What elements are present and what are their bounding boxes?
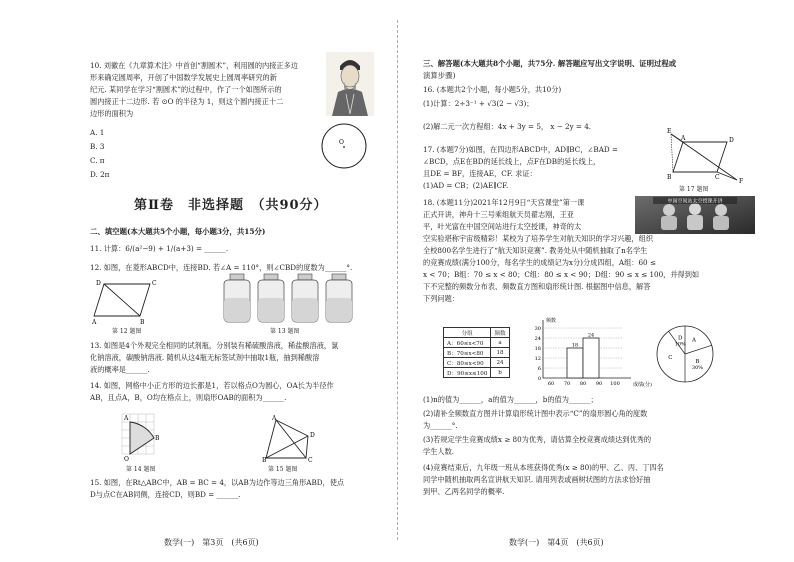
q18-line-3: 平，叶光富在中国空间站进行太空授课，神奇的太 [423, 222, 582, 231]
q17-label-b: B [667, 174, 672, 181]
q13-line-2: 化钠溶液，碳酸钠溶液. 随机从这4瓶无标签试剂中抽取1瓶，抽到稀酸溶 [90, 353, 320, 362]
x-tick-label: 70 [563, 381, 571, 387]
q10-option-d[interactable]: D. 2π [90, 170, 110, 179]
q18-part-4: (4)竞赛结束后，九年级一班从本班获得优秀(x ≥ 80)的甲、乙、丙、丁四名 [423, 463, 664, 472]
table-cell: 24 [491, 358, 509, 368]
q17-label-f: F [739, 178, 744, 185]
pie-value-label: 10% [674, 341, 686, 348]
q14-label-b: B [155, 435, 160, 442]
q12: 12. 如图，在菱形ABCD中，连接BD. 若∠A = 110°，则∠CBD的度数为______°. [90, 263, 353, 272]
q13-line-1: 13. 如图是4个外观完全相同的试剂瓶，分别装有稀硫酸溶液，稀盐酸溶液，氯 [90, 341, 339, 350]
pie-slice-label: B [695, 359, 700, 366]
pie-slice-label: A [692, 337, 697, 344]
fig13-caption: 第 13 题图 [270, 328, 300, 335]
q14-line-1: 14. 如图，网格中小正方形的边长都是1，若以格点O为圆心，OA长为半径作 [90, 381, 334, 390]
q17-label-c: C [715, 174, 720, 181]
q13-line-3: 液的概率是______. [90, 365, 150, 374]
q18-line-5: 全校800名学生进行了“航天知识竞赛”. 教务处从中随机抽取了n名学生 [423, 246, 648, 255]
q10-line-5: 边形的面积为 [90, 109, 134, 118]
q14-line-2: AB，且点A，B，O均在格点上，则扇形OAB的面积为______. [90, 393, 287, 402]
q15-line-1: 15. 如图，在Rt△ABC中，AB = BC = 4，以AB为边作等边三角形ABD，使点 [90, 478, 345, 487]
bar-value-label: 24 [587, 332, 595, 339]
q14-label-o: O [124, 456, 129, 463]
q12-label-b: B [140, 319, 145, 326]
y-tick-label: 30 [534, 326, 541, 332]
q18-part-1: (1)n的值为______，a的值为______，b的值为______； [423, 395, 598, 404]
x-axis-label: 成绩(分) [633, 382, 652, 388]
q15-triangle-figure [262, 416, 318, 462]
q17-label-d: D [729, 137, 734, 144]
q10-option-b[interactable]: B. 3 [90, 142, 105, 151]
liu-hui-portrait [326, 52, 374, 116]
fig15-caption: 第 15 题图 [268, 466, 298, 473]
table-row [444, 368, 510, 378]
frequency-table [443, 327, 510, 378]
right-footer: 数学(一) 第4页 (共6页) [509, 538, 604, 547]
q10-option-c[interactable]: C. π [90, 156, 105, 165]
q15-label-a: A [272, 415, 277, 422]
page-right [397, 0, 794, 562]
q17-label-a: A [681, 135, 686, 142]
q18-part-3: (3)若规定学生竞赛成绩x ≥ 80为优秀，请估算全校竞赛成绩达到优秀的 [423, 435, 652, 444]
q10-line-1: 10. 刘徽在《九章算术注》中首创“割圆术”，利用圆的内接正多边 [90, 61, 298, 70]
q11: 11. 计算：6/(a²−9) + 1/(a+3) = ______. [90, 244, 229, 253]
q17-line-3: 且DE = BF，连接AE，CF. 求证： [423, 169, 537, 178]
table-cell: a [491, 338, 509, 348]
q18-line-1: 18. (本题11分)2021年12月9日“天宫课堂”第一课 [423, 198, 585, 207]
q10-line-4: 圆内接正十二边形. 若 ⊙O 的半径为 1，则这个圆内接正十二 [90, 97, 284, 106]
q17-label-e: E [667, 128, 672, 135]
bar-value-label: 18 [571, 342, 579, 349]
y-tick-label: 18 [534, 346, 541, 352]
table-header-row [444, 328, 510, 338]
q12-label-d: D [96, 280, 101, 287]
x-tick-label: 60 [547, 381, 555, 387]
bottle-2 [258, 274, 284, 322]
table-row [444, 358, 510, 368]
bottle-1 [224, 274, 250, 322]
histogram-bar [567, 348, 583, 378]
pie-chart [653, 322, 717, 386]
q18-line-2: 正式开讲，神舟十三号乘组航天员翟志刚，王亚 [423, 210, 574, 219]
table-cell: 18 [491, 348, 509, 358]
y-tick-label: 24 [534, 336, 541, 342]
table-cell: B：70≤x<80 [444, 348, 491, 358]
histogram-chart [529, 316, 652, 392]
q18-line-8: 下不完整的频数分布表、频数直方图和扇形统计图. 根据图中信息，解答 [423, 282, 651, 291]
q12-rhombus-figure [92, 276, 162, 326]
space-station-photo [635, 196, 755, 234]
q16-line-3: (2)解二元一次方程组：4x + 3y = 5， x − 2y = 4. [423, 122, 592, 131]
q12-label-a: A [92, 319, 97, 326]
y-tick-label: 12 [534, 356, 541, 362]
x-tick-label: 100 [610, 381, 620, 387]
q14-grid-figure [118, 408, 162, 464]
solve-heading-1: 三、解答题(本大题共8个小题，共75分. 解答题应写出文字说明、证明过程或 [423, 59, 677, 68]
q17-line-2: ∠BCD，点E在BD的延长线上，点F在DB的延长线上， [423, 157, 601, 166]
pie-value-label: 30% [691, 365, 704, 372]
bottle-4 [326, 274, 352, 322]
table-header-cell: 频数 [491, 328, 509, 338]
table-row [444, 338, 510, 348]
left-footer: 数学(一) 第3页 (共6页) [164, 538, 259, 547]
table-row [444, 348, 510, 358]
circle-center-label: O [339, 139, 344, 146]
table-cell: D：90≤x≤100 [444, 368, 491, 378]
fill-blank-heading: 二、填空题(本大题共5个小题，每小题3分，共15分) [90, 227, 266, 236]
q17-line-1: 17. (本题7分)如图，在四边形ABCD中，AD∥BC，∠BAD = [423, 145, 618, 154]
table-cell: A：60≤x<70 [444, 338, 491, 348]
histogram-bar [583, 338, 599, 378]
y-axis-label: 频数 [546, 318, 557, 324]
q10-option-a[interactable]: A. 1 [90, 128, 105, 137]
q15-label-d: D [310, 432, 315, 439]
pie-slice-label: D [678, 335, 683, 342]
fig17-caption: 第 17 题图 [679, 186, 709, 193]
y-tick-label: 6 [537, 366, 541, 372]
fig12-caption: 第 12 题图 [112, 328, 142, 335]
table-header-cell: 分组 [444, 328, 491, 338]
q15-label-c: C [308, 457, 313, 464]
q18-line-9: 下列问题： [423, 294, 459, 303]
solve-heading-2: 演算步骤) [423, 71, 456, 80]
part2-title: 第Ⅱ卷 非选择题 （共90分） [134, 198, 328, 213]
q12-label-c: C [152, 280, 157, 287]
q14-label-a: A [124, 415, 129, 422]
q17-line-4: (1)AD = CB；(2)AE∥CF. [423, 181, 509, 190]
q10-line-3: 纪元. 某同学在学习“割圆术”的过程中，作了一个如图所示的 [90, 85, 282, 94]
q15-line-2: D与点C在AB同侧，连接CD，则BD = ______. [90, 490, 241, 499]
table-cell: b [491, 368, 509, 378]
q10-line-2: 形来确定圆周率，开创了中国数学发展史上圆周率研究的新 [90, 73, 277, 82]
x-tick-label: 80 [579, 381, 587, 387]
q18-line-7: x < 70；B组：70 ≤ x < 80；C组：80 ≤ x < 90；D组：90 ≤ x ≤ 100，并得到如 [423, 270, 700, 279]
y-tick-label: 0 [537, 376, 541, 382]
q18-part-2b: 为______°. [423, 421, 458, 430]
q18-line-4: 空实验堪称宇宙级精彩！某校为了培养学生对航天知识的学习兴趣，组织 [423, 234, 654, 243]
x-tick-label: 90 [595, 381, 603, 387]
q18-part-4b: 同学中随机抽取两名宣讲航天知识. 请用列表或画树状图的方法求恰好抽 [423, 475, 651, 484]
q15-label-b: B [262, 457, 267, 464]
q16-line-2: (1)计算：2÷3⁻¹ + √3(2 − √3)； [423, 99, 534, 108]
photo-caption: 中国空间站太空授课开讲 [667, 198, 723, 205]
q10-circle-figure [320, 122, 368, 170]
pie-slice-label: C [668, 354, 673, 361]
table-cell: C：80≤x<90 [444, 358, 491, 368]
q18-part-2: (2)请补全频数直方图并计算扇形统计图中表示“C”的扇形圆心角的度数 [423, 409, 648, 418]
fig14-caption: 第 14 题图 [126, 466, 156, 473]
q16-line-1: 16. (本题共2个小题，每小题5分，共10分) [423, 85, 562, 94]
q18-part-3b: 学生人数. [423, 447, 455, 456]
q13-bottles-figure [222, 272, 352, 324]
q17-quadrilateral-figure [667, 128, 745, 184]
bottle-3 [292, 274, 318, 322]
q18-line-6: 的竞赛成绩(满分100分，每名学生的成绩记为x分)分成四组，A组：60 ≤ [423, 258, 656, 267]
q18-part-4c: 到甲、乙两名同学的概率. [423, 487, 505, 496]
